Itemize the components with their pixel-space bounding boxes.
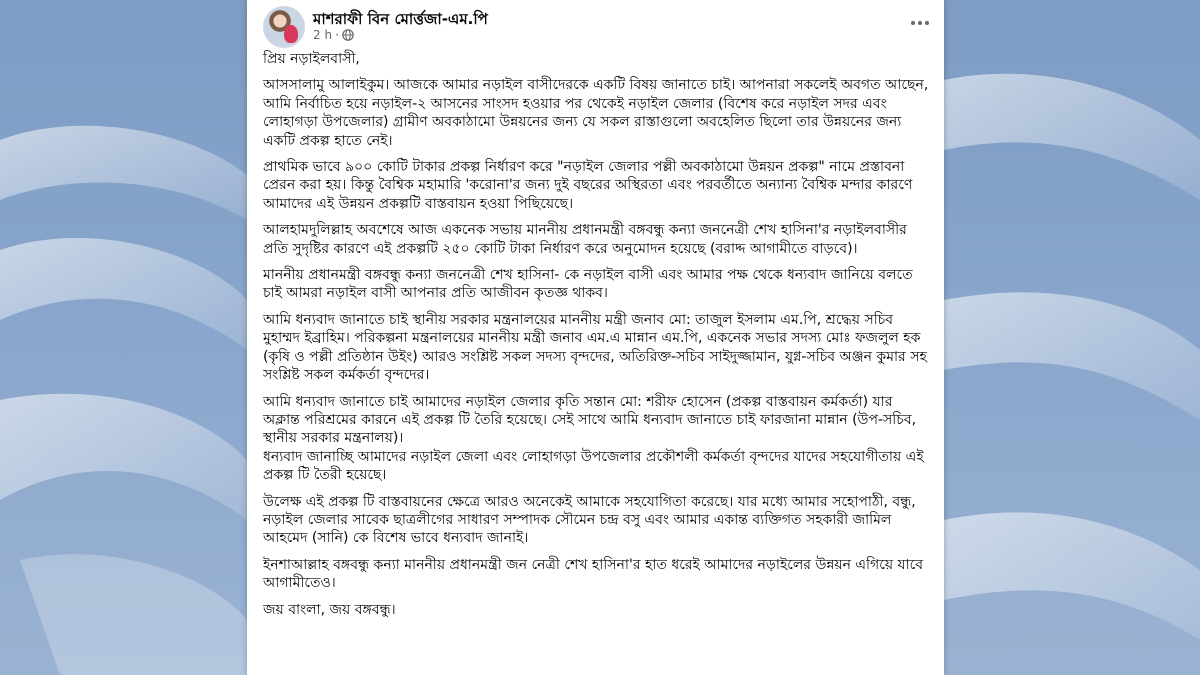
post-meta [313, 28, 354, 42]
post-paragraph: প্রিয় নড়াইলবাসী, [263, 51, 360, 67]
post-paragraph: আমি ধন্যবাদ জানাতে চাই আমাদের নড়াইল জেলার কৃতি সন্তান মো: শরীফ হোসেন (প্রকল্প বাস্তবায়ন কর্মকর্তা) যার অক্লান্ত পরিশ্রমের কারনে এই প্রকল্প টি তৈরি হয়েছে। সেই সাথে আমি ধন্যবাদ জানাতে চাই ফারজানা মান্নান (উপ-সচিব, স্থানীয় সরকার মন্ত্রনালয়)। ধন্যবাদ জানাচ্ছি আমাদের নড়াইল জেলা এবং লোহাগড়া উপজেলার প্রকৌশলী কর্মকর্তা বৃন্দদের যাদের সহযোগীতায় এই প্রকল্প টি তৈরী হয়েছে। [263, 393, 924, 484]
more-options-icon[interactable] [908, 14, 932, 32]
facebook-post-card [247, 0, 944, 675]
globe-icon[interactable] [342, 29, 354, 41]
post-time[interactable]: 2 h [313, 28, 333, 42]
post-paragraph: আমি ধন্যবাদ জানাতে চাই স্থানীয় সরকার মন্ত্রনালয়ের মাননীয় মন্ত্রী জনাব মো: তাজুল ইসলাম এম.পি, শ্রদ্ধেয় সচিব মুহাম্মদ ইব্রাহিম। পরিকল্পনা মন্ত্রনালয়ের মাননীয় মন্ত্রী জনাব এম.এ মান্নান এম.পি, একনেক সভার সদস্য মোঃ ফজলুল হক (কৃষি ও পল্লী প্রতিষ্ঠান উইং) আরও সংশ্লিষ্ট সকল সদস্য বৃন্দদের, অতিরিক্ত-সচিব সাইদুজ্জামান, যুগ্ন-সচিব অঞ্জন কুমার সহ সংশ্লিষ্ট সকল কর্মকর্তা বৃন্দদের। [263, 311, 927, 384]
post-paragraph: মাননীয় প্রধানমন্ত্রী বঙ্গবন্ধু কন্যা জননেত্রী শেখ হাসিনা- কে নড়াইল বাসী এবং আমার পক্ষ থেকে ধন্যবাদ জানিয়ে বলতে চাই আমরা নড়াইল বাসী আপনার প্রতি আজীবন কৃতজ্ঞ থাকব। [263, 267, 913, 302]
author-name[interactable]: মাশরাফী বিন মোর্ত্তজা-এম.পি [313, 10, 488, 28]
post-body [263, 50, 930, 627]
author-avatar[interactable] [263, 6, 305, 48]
meta-separator: · [335, 28, 339, 42]
post-paragraph: উলেক্ষ এই প্রকল্প টি বাস্তবায়নের ক্ষেত্রে আরও অনেকেই আমাকে সহযোগিতা করেছে। যার মধ্যে আমার সহোপাঠী, বন্ধু, নড়াইল জেলার সাবেক ছাত্রলীগের সাধারণ সম্পাদক সৌমেন চন্দ্র বসু এবং আমার একান্ত ব্যক্তিগত সহকারী জামিল আহমেদ (সানি) কে বিশেষ ভাবে ধন্যবাদ জানাই। [263, 493, 916, 547]
post-paragraph: জয় বাংলা, জয় বঙ্গবন্ধু। [263, 601, 396, 618]
post-paragraph: আসসালামু আলাইকুম। আজকে আমার নড়াইল বাসীদেরকে একটি বিষয় জানাতে চাই। আপনারা সকলেই অবগত আছেন, আমি নির্বাচিত হয়ে নড়াইল-২ আসনের সাংসদ হওয়ার পর থেকেই নড়াইল জেলার (বিশেষ করে নড়াইল সদর এবং লোহাগড়া উপজেলার) গ্রামীণ অবকাঠামো উন্নয়নের জন্য যে সকল রাস্তাগুলো অবহেলিত ছিলো তার উন্নয়নের জন্য একটি প্রকল্প হাতে নেই। [263, 77, 929, 149]
post-paragraph: আলহামদুলিল্লাহ অবশেষে আজ একনেক সভায় মাননীয় প্রধানমন্ত্রী বঙ্গবন্ধু কন্যা জননেত্রী শেখ হাসিনা'র নড়াইলবাসীর প্রতি সুদৃষ্টির কারণে এই প্রকল্পটি ২৫০ কোটি টাকা নির্ধারণ করে অনুমোদন হয়েছে (বরাদ্দ আগামীতে বাড়বে)। [263, 222, 907, 257]
post-paragraph: ইনশাআল্লাহ বঙ্গবন্ধু কন্যা মাননীয় প্রধানমন্ত্রী জন নেত্রী শেখ হাসিনা'র হাত ধরেই আমাদের নড়াইলের উন্নয়ন এগিয়ে যাবে আগামীতেও। [263, 556, 924, 592]
post-header [263, 6, 932, 46]
post-paragraph: প্রাথমিক ভাবে ৯০০ কোটি টাকার প্রকল্প নির্ধারণ করে "নড়াইল জেলার পল্লী অবকাঠামো উন্নয়ন প্রকল্প" নামে প্রস্তাবনা প্রেরন করা হয়। কিন্তু বৈশ্বিক মহামারি 'করোনা'র জন্য দুই বছরের অস্থিরতা এবং পরবর্তীতে অন্যান্য বৈশ্বিক মন্দার কারণে আমাদের এই উন্নয়ন প্রকল্পটি বাস্তবায়ন হওয়া পিছিয়েছে। [263, 159, 913, 212]
